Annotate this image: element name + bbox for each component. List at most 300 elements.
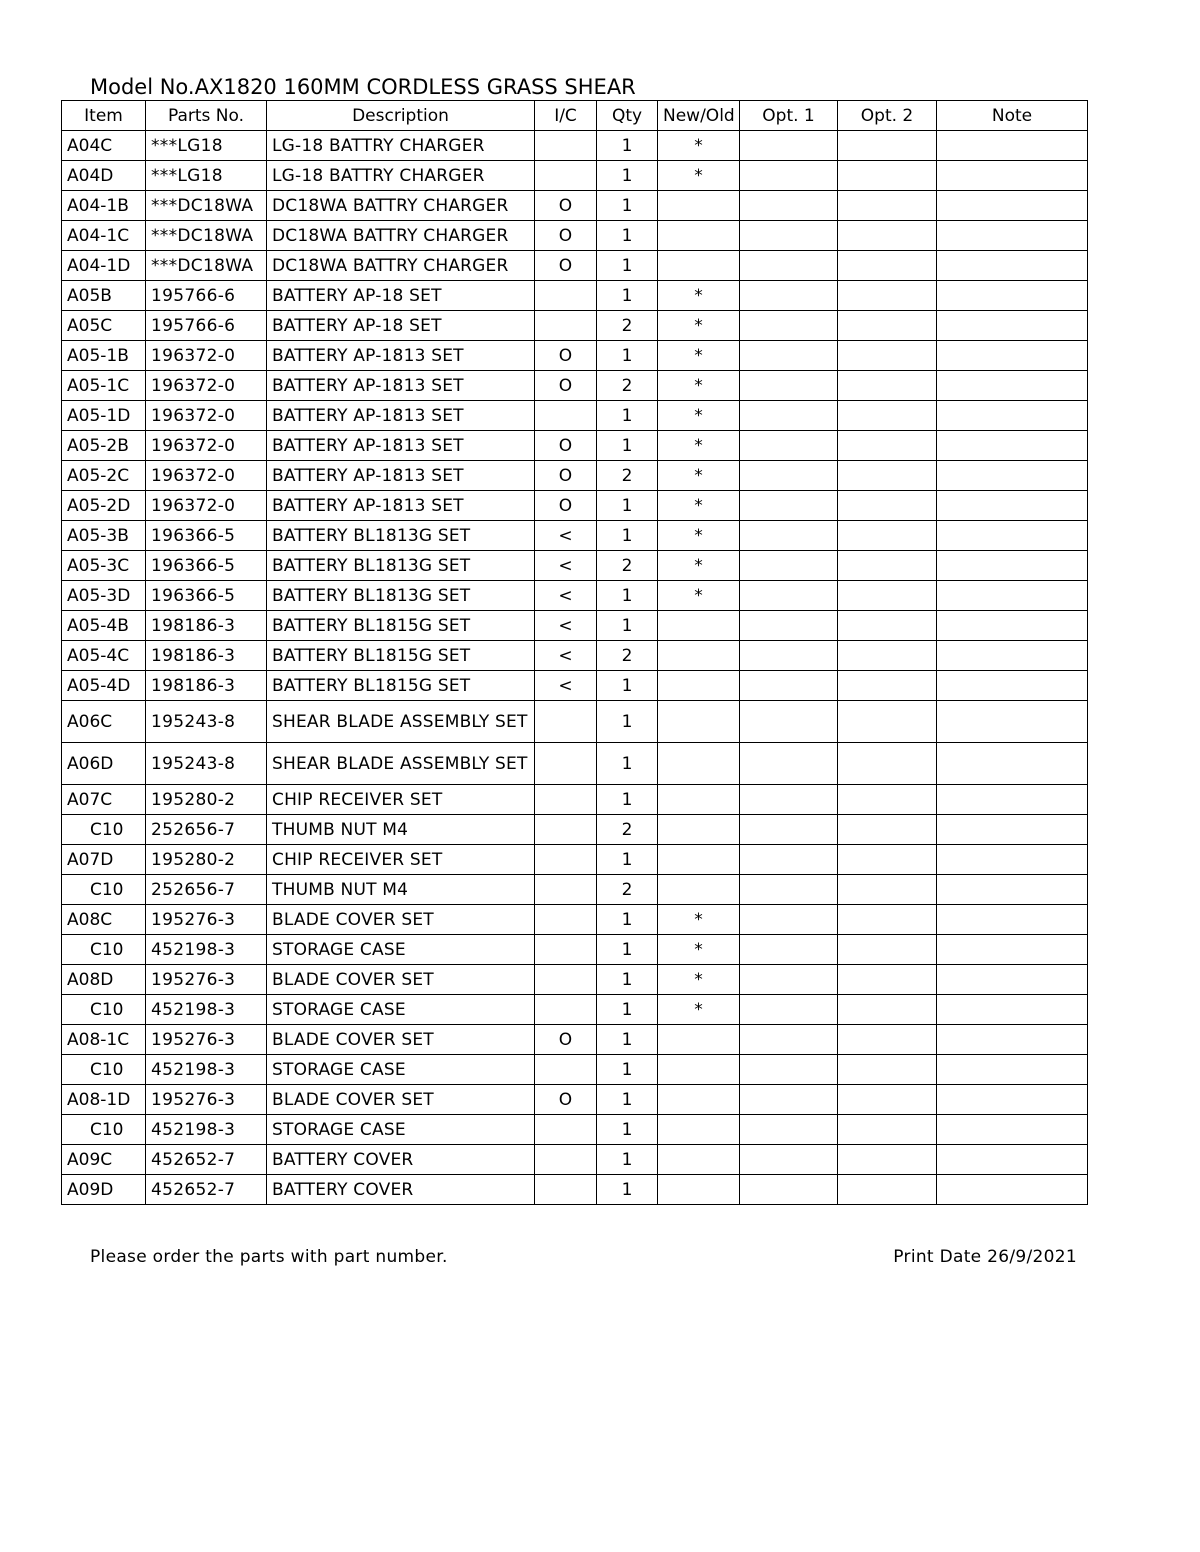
item-cell: A05B [62,281,146,311]
ic-cell [535,311,597,341]
item-cell: C10 [62,815,146,845]
item-cell: A05-2B [62,431,146,461]
ic-cell [535,1145,597,1175]
parts-no-cell: 452198-3 [146,1055,267,1085]
note-cell [937,1145,1088,1175]
new-old-cell: * [658,995,740,1025]
item-cell: A08D [62,965,146,995]
note-cell [937,1025,1088,1055]
table-row [62,845,1088,875]
ic-cell [535,845,597,875]
opt-1-cell [740,965,838,995]
table-row [62,743,1088,785]
item-cell: A04-1D [62,251,146,281]
opt-1-cell [740,743,838,785]
description-cell: THUMB NUT M4 [267,875,535,905]
item-cell: A05-1C [62,371,146,401]
note-cell [937,905,1088,935]
qty-cell: 2 [597,461,658,491]
table-row [62,701,1088,743]
ic-cell [535,1055,597,1085]
note-cell [937,785,1088,815]
note-cell [937,431,1088,461]
ic-cell [535,161,597,191]
qty-cell: 1 [597,905,658,935]
item-cell: A05-4B [62,611,146,641]
opt-2-cell [838,1055,937,1085]
opt-1-cell [740,311,838,341]
ic-cell: < [535,671,597,701]
description-cell: BATTERY AP-1813 SET [267,461,535,491]
opt-2-cell [838,491,937,521]
qty-cell: 1 [597,251,658,281]
new-old-cell [658,875,740,905]
opt-2-cell [838,341,937,371]
opt-2-cell [838,815,937,845]
opt-2-cell [838,935,937,965]
opt-1-cell [740,995,838,1025]
parts-no-cell: 198186-3 [146,671,267,701]
parts-no-cell: ***LG18 [146,161,267,191]
new-old-cell: * [658,521,740,551]
note-cell [937,581,1088,611]
ic-cell [535,905,597,935]
table-row [62,341,1088,371]
table-row [62,815,1088,845]
parts-no-cell: 195280-2 [146,845,267,875]
opt-1-cell [740,785,838,815]
table-row [62,785,1088,815]
ic-cell: < [535,581,597,611]
qty-cell: 1 [597,281,658,311]
parts-no-cell: 196372-0 [146,491,267,521]
table-row [62,431,1088,461]
table-row [62,221,1088,251]
qty-cell: 1 [597,965,658,995]
opt-2-cell [838,743,937,785]
parts-no-cell: 196366-5 [146,521,267,551]
opt-2-cell [838,845,937,875]
qty-cell: 2 [597,875,658,905]
new-old-cell: * [658,905,740,935]
opt-2-cell [838,1025,937,1055]
opt-1-cell [740,371,838,401]
parts-no-cell: ***DC18WA [146,191,267,221]
column-header-note: Note [937,101,1088,131]
table-row [62,131,1088,161]
new-old-cell: * [658,401,740,431]
description-cell: STORAGE CASE [267,935,535,965]
item-cell: C10 [62,1115,146,1145]
new-old-cell [658,1175,740,1205]
table-row [62,161,1088,191]
item-cell: A05-1B [62,341,146,371]
note-cell [937,845,1088,875]
qty-cell: 2 [597,311,658,341]
opt-1-cell [740,671,838,701]
opt-1-cell [740,905,838,935]
note-cell [937,251,1088,281]
parts-no-cell: 452198-3 [146,995,267,1025]
ic-cell [535,1175,597,1205]
note-cell [937,521,1088,551]
parts-table [61,100,1088,1205]
qty-cell: 1 [597,1055,658,1085]
opt-2-cell [838,251,937,281]
note-cell [937,1055,1088,1085]
new-old-cell: * [658,431,740,461]
opt-2-cell [838,701,937,743]
item-cell: A09C [62,1145,146,1175]
opt-2-cell [838,191,937,221]
new-old-cell: * [658,311,740,341]
parts-no-cell: 195766-6 [146,281,267,311]
note-cell [937,1085,1088,1115]
opt-1-cell [740,1085,838,1115]
new-old-cell [658,1145,740,1175]
item-cell: C10 [62,995,146,1025]
opt-2-cell [838,905,937,935]
opt-2-cell [838,371,937,401]
note-cell [937,611,1088,641]
parts-no-cell: 195276-3 [146,905,267,935]
parts-no-cell: 195276-3 [146,965,267,995]
new-old-cell [658,1025,740,1055]
description-cell: BLADE COVER SET [267,1085,535,1115]
parts-no-cell: 252656-7 [146,875,267,905]
qty-cell: 2 [597,551,658,581]
new-old-cell: * [658,161,740,191]
note-cell [937,701,1088,743]
opt-2-cell [838,521,937,551]
item-cell: A05C [62,311,146,341]
qty-cell: 1 [597,401,658,431]
new-old-cell: * [658,281,740,311]
note-cell [937,281,1088,311]
qty-cell: 1 [597,131,658,161]
description-cell: BLADE COVER SET [267,1025,535,1055]
table-row [62,311,1088,341]
opt-1-cell [740,251,838,281]
parts-no-cell: ***LG18 [146,131,267,161]
parts-no-cell: 196372-0 [146,401,267,431]
qty-cell: 1 [597,521,658,551]
qty-cell: 1 [597,935,658,965]
description-cell: BATTERY BL1815G SET [267,671,535,701]
description-cell: BATTERY BL1813G SET [267,581,535,611]
item-cell: A06C [62,701,146,743]
parts-no-cell: 196372-0 [146,341,267,371]
opt-1-cell [740,701,838,743]
description-cell: BATTERY COVER [267,1145,535,1175]
note-cell [937,461,1088,491]
parts-no-cell: 195766-6 [146,311,267,341]
ic-cell [535,815,597,845]
item-cell: A09D [62,1175,146,1205]
note-cell [937,641,1088,671]
note-cell [937,311,1088,341]
description-cell: SHEAR BLADE ASSEMBLY SET [267,701,535,743]
item-cell: A05-4C [62,641,146,671]
qty-cell: 1 [597,701,658,743]
description-cell: BATTERY BL1813G SET [267,521,535,551]
ic-cell: O [535,1025,597,1055]
opt-1-cell [740,1025,838,1055]
parts-no-cell: 196366-5 [146,551,267,581]
parts-no-cell: 452652-7 [146,1175,267,1205]
ic-cell: O [535,491,597,521]
note-cell [937,743,1088,785]
parts-no-cell: ***DC18WA [146,221,267,251]
table-header-row [62,101,1088,131]
note-cell [937,191,1088,221]
qty-cell: 1 [597,1145,658,1175]
ic-cell [535,785,597,815]
note-cell [937,875,1088,905]
qty-cell: 1 [597,611,658,641]
description-cell: BATTERY BL1815G SET [267,641,535,671]
parts-no-cell: 452198-3 [146,935,267,965]
description-cell: BATTERY AP-1813 SET [267,431,535,461]
table-row [62,1085,1088,1115]
note-cell [937,371,1088,401]
parts-no-cell: 195243-8 [146,743,267,785]
column-header-ic: I/C [535,101,597,131]
table-row [62,371,1088,401]
new-old-cell: * [658,371,740,401]
opt-2-cell [838,641,937,671]
description-cell: DC18WA BATTRY CHARGER [267,221,535,251]
opt-1-cell [740,935,838,965]
opt-2-cell [838,581,937,611]
opt-2-cell [838,161,937,191]
description-cell: BATTERY AP-18 SET [267,311,535,341]
opt-1-cell [740,641,838,671]
parts-no-cell: 195280-2 [146,785,267,815]
new-old-cell [658,1115,740,1145]
note-cell [937,551,1088,581]
new-old-cell: * [658,461,740,491]
parts-no-cell: 196372-0 [146,431,267,461]
parts-no-cell: 195276-3 [146,1025,267,1055]
column-header-opt-2: Opt. 2 [838,101,937,131]
opt-1-cell [740,845,838,875]
table-row [62,461,1088,491]
new-old-cell [658,701,740,743]
order-note: Please order the parts with part number. [90,1247,448,1267]
description-cell: BATTERY AP-1813 SET [267,491,535,521]
ic-cell [535,995,597,1025]
opt-2-cell [838,1145,937,1175]
print-date: Print Date 26/9/2021 [893,1247,1077,1267]
new-old-cell: * [658,341,740,371]
qty-cell: 1 [597,995,658,1025]
note-cell [937,131,1088,161]
item-cell: A05-3D [62,581,146,611]
qty-cell: 1 [597,1025,658,1055]
table-row [62,905,1088,935]
item-cell: A08-1D [62,1085,146,1115]
new-old-cell [658,641,740,671]
item-cell: A05-2C [62,461,146,491]
table-row [62,1145,1088,1175]
new-old-cell [658,815,740,845]
parts-no-cell: 196372-0 [146,461,267,491]
note-cell [937,491,1088,521]
item-cell: A06D [62,743,146,785]
item-cell: A04C [62,131,146,161]
note-cell [937,935,1088,965]
description-cell: LG-18 BATTRY CHARGER [267,131,535,161]
parts-table-body [62,131,1088,1205]
ic-cell: O [535,371,597,401]
ic-cell: O [535,251,597,281]
item-cell: A08-1C [62,1025,146,1055]
table-row [62,1055,1088,1085]
note-cell [937,221,1088,251]
new-old-cell: * [658,491,740,521]
opt-2-cell [838,785,937,815]
opt-2-cell [838,401,937,431]
opt-2-cell [838,995,937,1025]
new-old-cell [658,611,740,641]
new-old-cell [658,1055,740,1085]
qty-cell: 1 [597,191,658,221]
item-cell: A05-3B [62,521,146,551]
opt-2-cell [838,965,937,995]
description-cell: BATTERY AP-1813 SET [267,401,535,431]
table-row [62,1175,1088,1205]
parts-no-cell: 198186-3 [146,611,267,641]
table-row [62,1115,1088,1145]
qty-cell: 2 [597,371,658,401]
opt-2-cell [838,1175,937,1205]
item-cell: A05-3C [62,551,146,581]
note-cell [937,965,1088,995]
opt-1-cell [740,1055,838,1085]
table-row [62,611,1088,641]
description-cell: BATTERY AP-1813 SET [267,371,535,401]
note-cell [937,161,1088,191]
opt-2-cell [838,131,937,161]
table-row [62,581,1088,611]
table-row [62,935,1088,965]
page-title: Model No.AX1820 160MM CORDLESS GRASS SHEAR [90,75,636,99]
note-cell [937,401,1088,431]
new-old-cell: * [658,551,740,581]
qty-cell: 1 [597,431,658,461]
item-cell: A05-1D [62,401,146,431]
ic-cell [535,281,597,311]
ic-cell: < [535,521,597,551]
table-row [62,641,1088,671]
qty-cell: 1 [597,743,658,785]
description-cell: BATTERY COVER [267,1175,535,1205]
opt-2-cell [838,1115,937,1145]
description-cell: DC18WA BATTRY CHARGER [267,251,535,281]
opt-1-cell [740,191,838,221]
new-old-cell [658,671,740,701]
new-old-cell [658,221,740,251]
qty-cell: 1 [597,161,658,191]
item-cell: C10 [62,875,146,905]
opt-1-cell [740,431,838,461]
opt-1-cell [740,551,838,581]
qty-cell: 1 [597,1115,658,1145]
qty-cell: 1 [597,581,658,611]
description-cell: CHIP RECEIVER SET [267,845,535,875]
opt-2-cell [838,281,937,311]
table-row [62,521,1088,551]
opt-1-cell [740,221,838,251]
new-old-cell: * [658,965,740,995]
opt-1-cell [740,1175,838,1205]
description-cell: BLADE COVER SET [267,965,535,995]
qty-cell: 1 [597,845,658,875]
ic-cell: O [535,1085,597,1115]
opt-2-cell [838,311,937,341]
column-header-item: Item [62,101,146,131]
description-cell: BLADE COVER SET [267,905,535,935]
ic-cell [535,875,597,905]
column-header-new-old: New/Old [658,101,740,131]
ic-cell [535,743,597,785]
new-old-cell: * [658,935,740,965]
column-header-qty: Qty [597,101,658,131]
description-cell: BATTERY BL1813G SET [267,551,535,581]
note-cell [937,1175,1088,1205]
table-row [62,491,1088,521]
qty-cell: 1 [597,671,658,701]
parts-no-cell: 452652-7 [146,1145,267,1175]
ic-cell: O [535,191,597,221]
opt-1-cell [740,341,838,371]
description-cell: BATTERY AP-18 SET [267,281,535,311]
note-cell [937,341,1088,371]
ic-cell [535,131,597,161]
item-cell: A05-2D [62,491,146,521]
opt-2-cell [838,551,937,581]
opt-2-cell [838,461,937,491]
note-cell [937,995,1088,1025]
item-cell: A05-4D [62,671,146,701]
item-cell: A04-1B [62,191,146,221]
table-row [62,965,1088,995]
table-row [62,551,1088,581]
new-old-cell [658,251,740,281]
ic-cell: O [535,221,597,251]
parts-no-cell: 196372-0 [146,371,267,401]
qty-cell: 1 [597,491,658,521]
qty-cell: 1 [597,785,658,815]
description-cell: BATTERY AP-1813 SET [267,341,535,371]
parts-no-cell: ***DC18WA [146,251,267,281]
column-header-opt-1: Opt. 1 [740,101,838,131]
description-cell: STORAGE CASE [267,1055,535,1085]
parts-no-cell: 195276-3 [146,1085,267,1115]
table-row [62,1025,1088,1055]
qty-cell: 1 [597,1175,658,1205]
table-row [62,995,1088,1025]
item-cell: A07C [62,785,146,815]
new-old-cell [658,845,740,875]
new-old-cell: * [658,581,740,611]
opt-2-cell [838,611,937,641]
qty-cell: 2 [597,641,658,671]
opt-1-cell [740,281,838,311]
description-cell: CHIP RECEIVER SET [267,785,535,815]
table-row [62,671,1088,701]
